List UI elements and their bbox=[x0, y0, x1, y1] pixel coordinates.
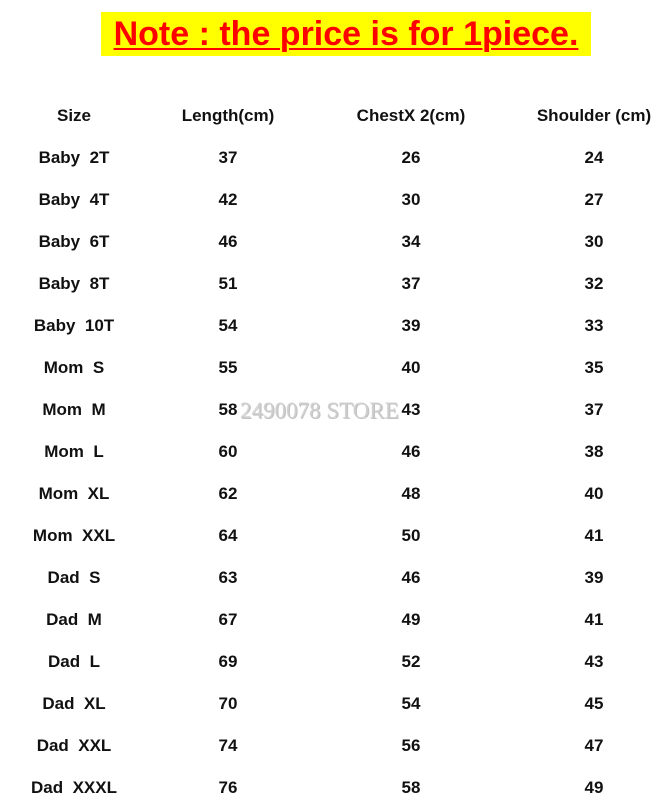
size-cell: Baby 8T bbox=[38, 274, 110, 293]
length-cell: 67 bbox=[218, 610, 238, 629]
chest-cell: 46 bbox=[401, 568, 421, 587]
table-row bbox=[0, 473, 670, 515]
size-cell: Dad S bbox=[47, 568, 101, 587]
chest-cell: 48 bbox=[401, 484, 421, 503]
length-cell: 54 bbox=[218, 316, 238, 335]
length-cell: 63 bbox=[218, 568, 238, 587]
table-body bbox=[0, 137, 670, 809]
size-cell: Dad XXL bbox=[36, 736, 112, 755]
header-shoulder: Shoulder (cm) bbox=[536, 106, 652, 125]
chest-cell: 52 bbox=[401, 652, 421, 671]
length-cell: 62 bbox=[218, 484, 238, 503]
table-row bbox=[0, 683, 670, 725]
length-cell: 60 bbox=[218, 442, 238, 461]
shoulder-cell: 37 bbox=[584, 400, 604, 419]
size-cell: Mom XL bbox=[38, 484, 110, 503]
table-row bbox=[0, 431, 670, 473]
size-cell: Baby 2T bbox=[38, 148, 110, 167]
table-row bbox=[0, 221, 670, 263]
chest-cell: 46 bbox=[401, 442, 421, 461]
size-cell: Baby 6T bbox=[38, 232, 110, 251]
price-note-text: Note : the price is for 1piece. bbox=[113, 15, 579, 53]
table-row bbox=[0, 137, 670, 179]
header-length: Length(cm) bbox=[181, 106, 275, 125]
store-watermark: 2490078 STORE bbox=[240, 398, 399, 423]
length-cell: 70 bbox=[218, 694, 238, 713]
length-cell: 55 bbox=[218, 358, 238, 377]
shoulder-cell: 41 bbox=[584, 610, 604, 629]
shoulder-cell: 49 bbox=[584, 778, 604, 797]
chest-cell: 26 bbox=[401, 148, 421, 167]
chest-cell: 50 bbox=[401, 526, 421, 545]
size-cell: Baby 4T bbox=[38, 190, 110, 209]
table-row bbox=[0, 725, 670, 767]
length-cell: 69 bbox=[218, 652, 238, 671]
table-row bbox=[0, 263, 670, 305]
length-cell: 42 bbox=[218, 190, 238, 209]
size-cell: Dad L bbox=[48, 652, 100, 671]
chest-cell: 56 bbox=[401, 736, 421, 755]
chest-cell: 43 bbox=[401, 400, 421, 419]
size-cell: Mom L bbox=[44, 442, 104, 461]
size-cell: Mom M bbox=[42, 400, 106, 419]
size-cell: Dad XL bbox=[42, 694, 106, 713]
shoulder-cell: 39 bbox=[584, 568, 604, 587]
table-row bbox=[0, 599, 670, 641]
shoulder-cell: 35 bbox=[584, 358, 604, 377]
table-row bbox=[0, 179, 670, 221]
header-size: Size bbox=[56, 106, 92, 125]
table-header-row bbox=[0, 95, 670, 137]
table-row bbox=[0, 305, 670, 347]
price-note-banner bbox=[101, 12, 591, 56]
length-cell: 46 bbox=[218, 232, 238, 251]
size-cell: Dad XXXL bbox=[31, 778, 117, 797]
chest-cell: 49 bbox=[401, 610, 421, 629]
chest-cell: 39 bbox=[401, 316, 421, 335]
size-cell: Mom XXL bbox=[32, 526, 116, 545]
chest-cell: 40 bbox=[401, 358, 421, 377]
chest-cell: 37 bbox=[401, 274, 421, 293]
length-cell: 37 bbox=[218, 148, 238, 167]
shoulder-cell: 33 bbox=[584, 316, 604, 335]
header-chest: ChestX 2(cm) bbox=[356, 106, 466, 125]
table-row bbox=[0, 347, 670, 389]
shoulder-cell: 43 bbox=[584, 652, 604, 671]
length-cell: 74 bbox=[218, 736, 238, 755]
table-row bbox=[0, 515, 670, 557]
chest-cell: 34 bbox=[401, 232, 421, 251]
size-chart-table bbox=[0, 95, 670, 809]
size-cell: Baby 10T bbox=[33, 316, 115, 335]
shoulder-cell: 30 bbox=[584, 232, 604, 251]
shoulder-cell: 38 bbox=[584, 442, 604, 461]
chest-cell: 58 bbox=[401, 778, 421, 797]
shoulder-cell: 45 bbox=[584, 694, 604, 713]
shoulder-cell: 24 bbox=[584, 148, 604, 167]
size-cell: Mom S bbox=[43, 358, 105, 377]
size-cell: Dad M bbox=[46, 610, 102, 629]
length-cell: 51 bbox=[218, 274, 238, 293]
table-row bbox=[0, 557, 670, 599]
shoulder-cell: 41 bbox=[584, 526, 604, 545]
chest-cell: 54 bbox=[401, 694, 421, 713]
shoulder-cell: 32 bbox=[584, 274, 604, 293]
shoulder-cell: 27 bbox=[584, 190, 604, 209]
table-row bbox=[0, 641, 670, 683]
length-cell: 58 bbox=[218, 400, 238, 419]
shoulder-cell: 40 bbox=[584, 484, 604, 503]
chest-cell: 30 bbox=[401, 190, 421, 209]
length-cell: 64 bbox=[218, 526, 238, 545]
shoulder-cell: 47 bbox=[584, 736, 604, 755]
length-cell: 76 bbox=[218, 778, 238, 797]
table-row bbox=[0, 767, 670, 809]
